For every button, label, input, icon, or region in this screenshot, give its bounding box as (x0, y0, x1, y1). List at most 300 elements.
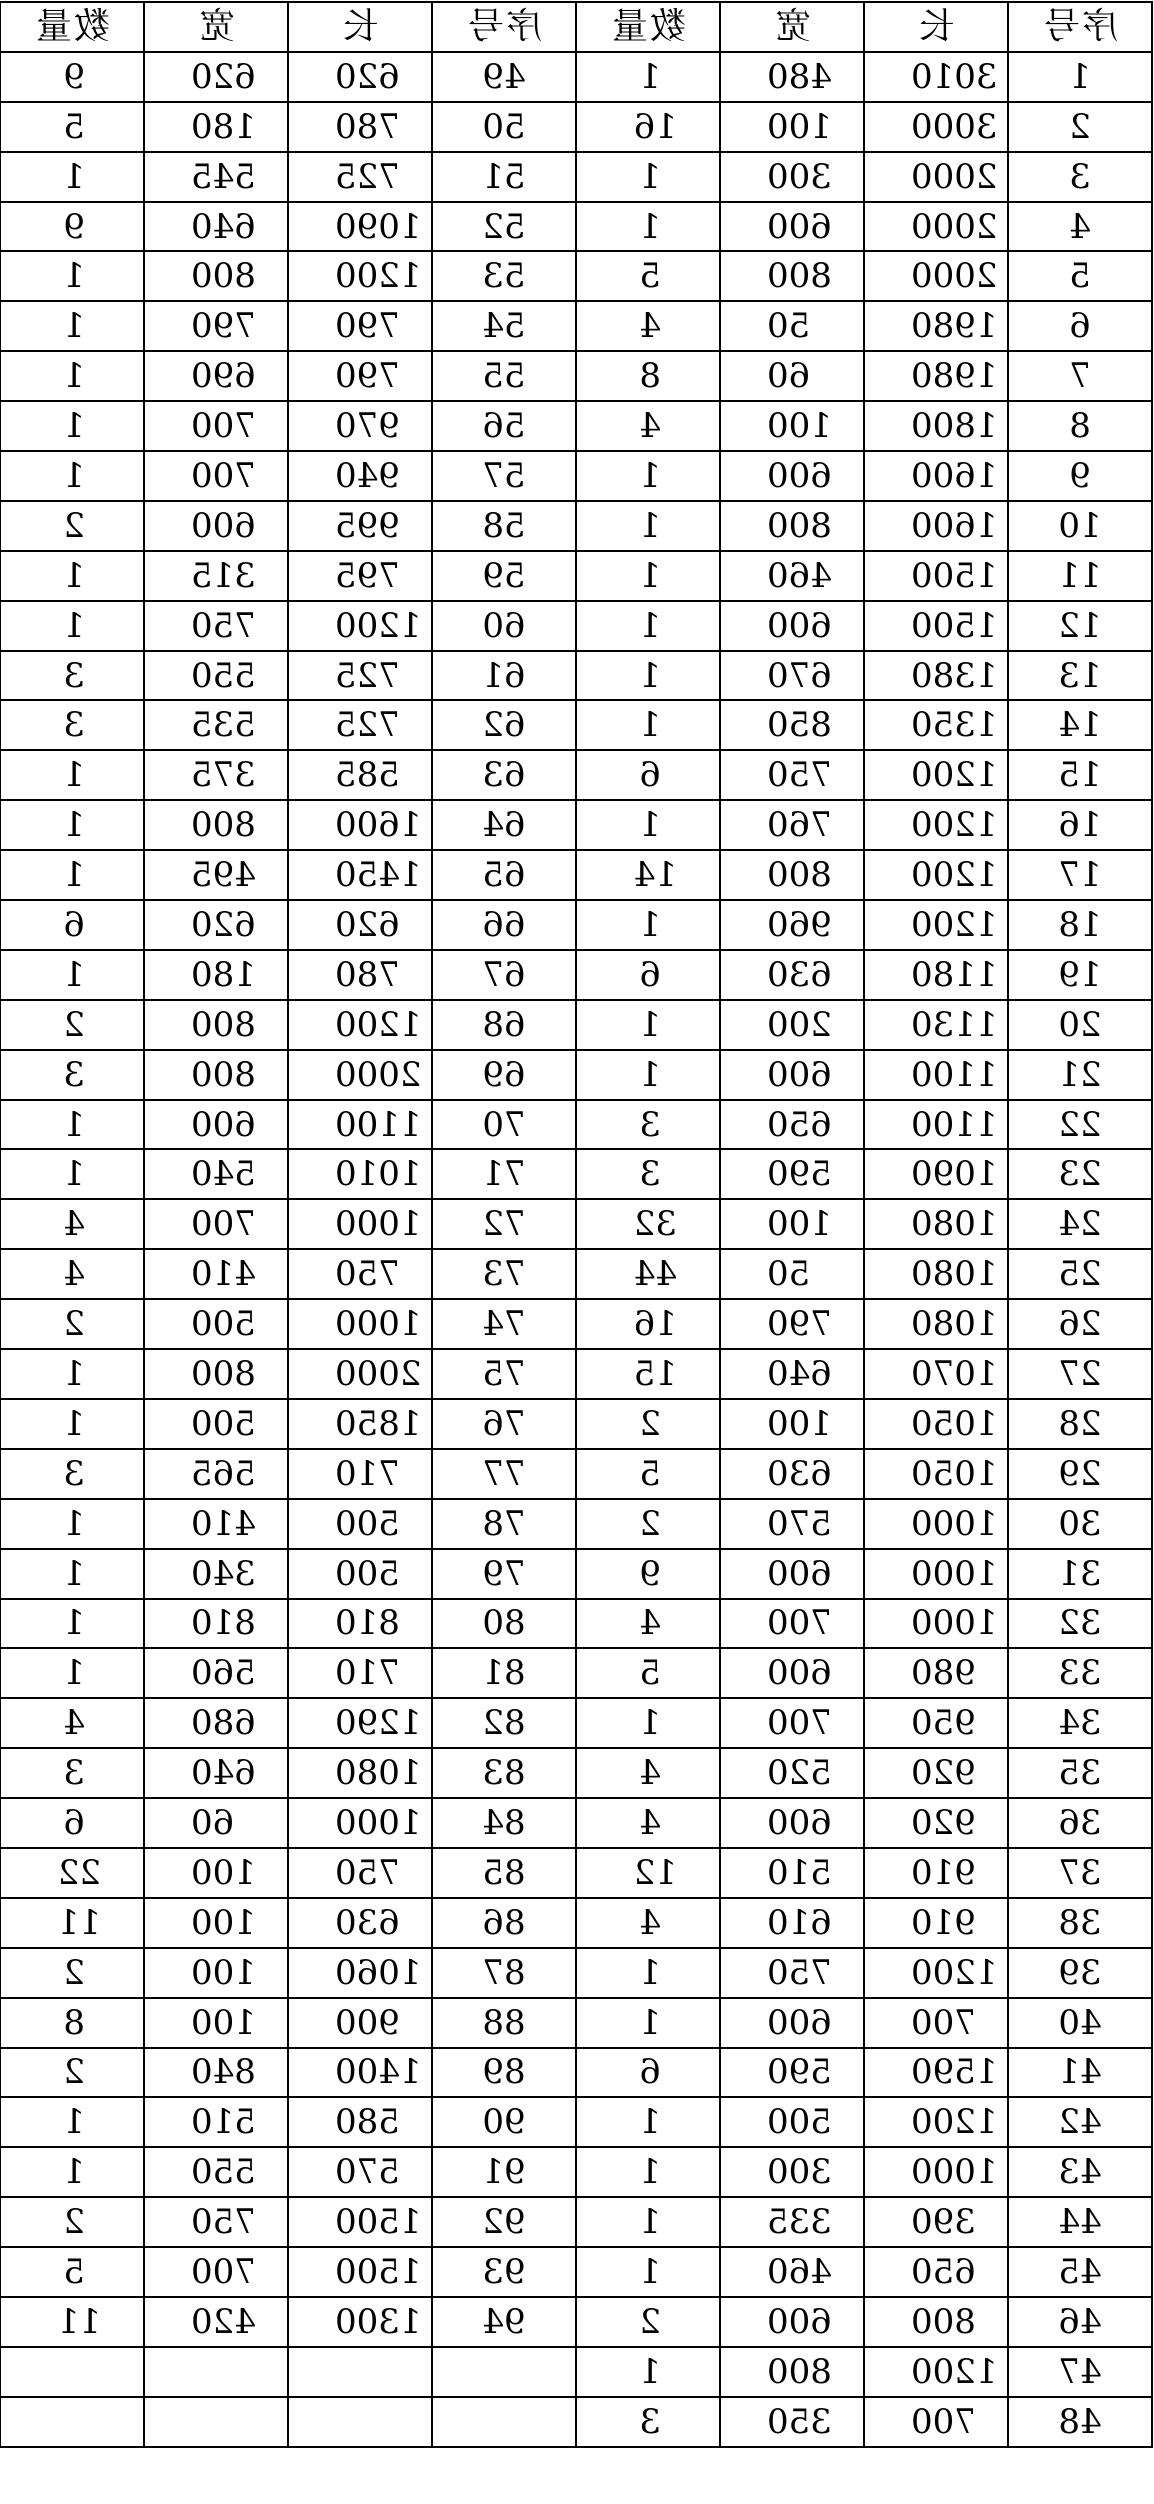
cell-index: 37 (1008, 1848, 1152, 1898)
cell-index: 35 (1008, 1748, 1152, 1798)
cell-index: 28 (1008, 1399, 1152, 1449)
cell-length: 800 (864, 2297, 1008, 2347)
cell-quantity: 2 (0, 1000, 144, 1050)
cell-quantity: 1 (0, 351, 144, 401)
cell-width: 800 (720, 501, 864, 551)
cell-length: 1200 (864, 750, 1008, 800)
cell-index: 68 (432, 1000, 576, 1050)
cell-length: 1000 (864, 1549, 1008, 1599)
cell-index (432, 2397, 576, 2447)
cell-quantity: 6 (0, 900, 144, 950)
cell-length: 1100 (288, 1100, 432, 1150)
cell-length: 1200 (864, 900, 1008, 950)
cell-quantity: 1 (0, 800, 144, 850)
cell-width: 315 (144, 551, 288, 601)
cell-length: 1010 (288, 1149, 432, 1199)
cell-width: 550 (144, 651, 288, 701)
cell-length: 920 (864, 1798, 1008, 1848)
table-row (0, 1499, 1152, 1549)
cell-width: 750 (720, 1948, 864, 1998)
cell-width: 500 (144, 1399, 288, 1449)
cell-width: 760 (720, 800, 864, 850)
cell-index: 58 (432, 501, 576, 551)
cell-index: 83 (432, 1748, 576, 1798)
cell-length: 1500 (864, 551, 1008, 601)
cell-length: 780 (288, 950, 432, 1000)
cell-quantity: 1 (576, 900, 720, 950)
cell-quantity: 2 (0, 2048, 144, 2098)
cell-width: 560 (144, 1648, 288, 1698)
cell-index: 45 (1008, 2247, 1152, 2297)
cell-width: 590 (720, 1149, 864, 1199)
cell-width: 650 (720, 1100, 864, 1150)
cell-length: 1090 (864, 1149, 1008, 1199)
cell-width: 335 (720, 2197, 864, 2247)
cell-width: 700 (144, 401, 288, 451)
cell-length: 750 (288, 1249, 432, 1299)
table-row (0, 301, 1152, 351)
cell-index: 16 (1008, 800, 1152, 850)
cell-index: 8 (1008, 401, 1152, 451)
cell-quantity: 1 (576, 2147, 720, 2197)
cell-length: 1200 (864, 2097, 1008, 2147)
cell-length: 1080 (288, 1748, 432, 1798)
cell-width: 590 (720, 2048, 864, 2098)
cell-length: 795 (288, 551, 432, 601)
cell-quantity: 32 (576, 1199, 720, 1249)
cell-quantity: 22 (0, 1848, 144, 1898)
table-row (0, 1199, 1152, 1249)
cell-width: 50 (720, 1249, 864, 1299)
cell-index: 17 (1008, 850, 1152, 900)
cell-quantity: 4 (576, 1798, 720, 1848)
table-row (0, 2097, 1152, 2147)
cell-quantity: 4 (576, 1898, 720, 1948)
cell-length: 1080 (864, 1199, 1008, 1249)
cell-width: 610 (720, 1898, 864, 1948)
cell-width: 100 (144, 1998, 288, 2048)
cell-quantity: 4 (0, 1249, 144, 1299)
cell-width: 750 (144, 2197, 288, 2247)
cell-width: 510 (720, 1848, 864, 1898)
table-row (0, 1648, 1152, 1698)
table-row (0, 551, 1152, 601)
cell-quantity: 16 (576, 1299, 720, 1349)
cell-width: 100 (720, 401, 864, 451)
cell-length: 1590 (864, 2048, 1008, 2098)
cell-index: 73 (432, 1249, 576, 1299)
table-row (0, 651, 1152, 701)
cell-index: 40 (1008, 1998, 1152, 2048)
table-row (0, 1100, 1152, 1150)
cell-length: 1400 (288, 2048, 432, 2098)
cell-length: 790 (288, 301, 432, 351)
cell-quantity: 11 (0, 1898, 144, 1948)
cell-length: 1600 (864, 501, 1008, 551)
cell-width: 700 (144, 2247, 288, 2297)
cell-quantity: 2 (576, 1399, 720, 1449)
cell-width: 410 (144, 1499, 288, 1549)
cell-quantity: 3 (0, 1748, 144, 1798)
cell-width: 790 (144, 301, 288, 351)
cell-index: 31 (1008, 1549, 1152, 1599)
cell-index: 34 (1008, 1698, 1152, 1748)
cell-index: 51 (432, 152, 576, 202)
cell-width: 540 (144, 1149, 288, 1199)
table-body (0, 52, 1152, 2447)
table-row (0, 152, 1152, 202)
cell-length: 750 (288, 1848, 432, 1898)
cell-index: 62 (432, 700, 576, 750)
cell-width: 500 (144, 1299, 288, 1349)
cell-quantity: 5 (0, 102, 144, 152)
cell-index: 80 (432, 1599, 576, 1649)
cell-width: 565 (144, 1449, 288, 1499)
cell-index: 46 (1008, 2297, 1152, 2347)
cell-quantity (0, 2397, 144, 2447)
cell-width: 640 (144, 202, 288, 252)
cell-width: 600 (720, 1798, 864, 1848)
cell-quantity: 4 (576, 301, 720, 351)
cell-length: 950 (864, 1698, 1008, 1748)
cell-index: 26 (1008, 1299, 1152, 1349)
cell-index: 93 (432, 2247, 576, 2297)
cell-quantity: 1 (576, 700, 720, 750)
cell-quantity: 3 (0, 700, 144, 750)
cell-length: 1290 (288, 1698, 432, 1748)
cell-index: 53 (432, 251, 576, 301)
cell-length: 500 (288, 1499, 432, 1549)
table-row (0, 451, 1152, 501)
table-row (0, 52, 1152, 102)
cell-quantity: 1 (576, 1698, 720, 1748)
cell-quantity: 44 (576, 1249, 720, 1299)
cell-quantity: 1 (0, 750, 144, 800)
cell-quantity: 6 (0, 1798, 144, 1848)
cell-length: 1800 (864, 401, 1008, 451)
cell-index: 69 (432, 1050, 576, 1100)
cell-quantity: 1 (0, 1100, 144, 1150)
cell-quantity: 2 (0, 501, 144, 551)
cell-index: 3 (1008, 152, 1152, 202)
cell-index: 14 (1008, 700, 1152, 750)
cell-quantity: 1 (0, 401, 144, 451)
cell-width: 350 (720, 2397, 864, 2447)
table-row (0, 401, 1152, 451)
cell-length: 1450 (288, 850, 432, 900)
cell-width: 100 (144, 1848, 288, 1898)
cell-length: 980 (864, 1648, 1008, 1698)
cell-length: 725 (288, 700, 432, 750)
cell-length: 1080 (864, 1249, 1008, 1299)
table-row (0, 601, 1152, 651)
cell-width: 410 (144, 1249, 288, 1299)
cell-width: 600 (720, 451, 864, 501)
cell-quantity: 1 (576, 202, 720, 252)
table-row (0, 251, 1152, 301)
cell-length: 1200 (288, 1000, 432, 1050)
cell-width: 640 (720, 1349, 864, 1399)
cell-quantity: 1 (0, 2097, 144, 2147)
cell-length: 710 (288, 1648, 432, 1698)
cell-quantity: 1 (576, 1998, 720, 2048)
cell-index: 5 (1008, 251, 1152, 301)
cell-width (144, 2347, 288, 2397)
cell-length: 1300 (288, 2297, 432, 2347)
cell-width: 620 (144, 900, 288, 950)
cell-width: 620 (144, 52, 288, 102)
cell-length: 1200 (864, 1948, 1008, 1998)
cell-length: 1200 (288, 601, 432, 651)
cell-length: 2000 (288, 1050, 432, 1100)
cell-quantity: 16 (576, 102, 720, 152)
cell-width: 600 (720, 1050, 864, 1100)
table-row (0, 1698, 1152, 1748)
cell-index: 81 (432, 1648, 576, 1698)
table-row (0, 1000, 1152, 1050)
cell-quantity: 1 (576, 451, 720, 501)
cell-width: 600 (720, 2297, 864, 2347)
cell-width: 50 (720, 301, 864, 351)
cell-length: 920 (864, 1748, 1008, 1798)
table-row (0, 1549, 1152, 1599)
cell-length: 1000 (864, 1499, 1008, 1549)
parts-table (0, 1, 1153, 2448)
header-length: 长 (864, 2, 1008, 52)
cell-length: 1000 (288, 1798, 432, 1848)
table-row (0, 950, 1152, 1000)
cell-width: 100 (144, 1898, 288, 1948)
cell-index: 7 (1008, 351, 1152, 401)
cell-index: 12 (1008, 601, 1152, 651)
table-row (0, 1599, 1152, 1649)
cell-index: 66 (432, 900, 576, 950)
cell-quantity: 1 (0, 2147, 144, 2197)
cell-width: 700 (720, 1698, 864, 1748)
cell-length: 1980 (864, 351, 1008, 401)
header-width: 宽 (144, 2, 288, 52)
cell-length: 910 (864, 1848, 1008, 1898)
cell-index: 52 (432, 202, 576, 252)
table-row (0, 102, 1152, 152)
cell-index: 75 (432, 1349, 576, 1399)
cell-quantity: 1 (0, 1499, 144, 1549)
cell-width: 840 (144, 2048, 288, 2098)
cell-width (144, 2397, 288, 2447)
cell-index: 38 (1008, 1898, 1152, 1948)
cell-width: 800 (144, 1050, 288, 1100)
cell-quantity: 1 (576, 601, 720, 651)
table-row (0, 700, 1152, 750)
cell-width: 700 (144, 451, 288, 501)
cell-index: 71 (432, 1149, 576, 1199)
cell-quantity: 1 (0, 601, 144, 651)
cell-width: 600 (720, 601, 864, 651)
table-row (0, 750, 1152, 800)
cell-quantity: 6 (576, 750, 720, 800)
cell-length: 1600 (864, 451, 1008, 501)
cell-quantity: 1 (576, 551, 720, 601)
cell-quantity: 1 (0, 1149, 144, 1199)
table-row (0, 850, 1152, 900)
cell-width: 545 (144, 152, 288, 202)
table-row (0, 1449, 1152, 1499)
cell-quantity: 3 (576, 1100, 720, 1150)
cell-index: 85 (432, 1848, 576, 1898)
cell-index: 60 (432, 601, 576, 651)
cell-length: 1000 (288, 1299, 432, 1349)
table-row (0, 1299, 1152, 1349)
cell-index: 9 (1008, 451, 1152, 501)
cell-width: 800 (720, 850, 864, 900)
cell-width: 60 (720, 351, 864, 401)
cell-width: 850 (720, 700, 864, 750)
cell-length: 1500 (864, 601, 1008, 651)
cell-index: 74 (432, 1299, 576, 1349)
cell-quantity: 15 (576, 1349, 720, 1399)
cell-width: 700 (144, 1199, 288, 1249)
cell-width: 520 (720, 1748, 864, 1798)
cell-length: 1500 (288, 2197, 432, 2247)
cell-length: 970 (288, 401, 432, 451)
cell-index: 61 (432, 651, 576, 701)
cell-index: 79 (432, 1549, 576, 1599)
cell-width: 790 (720, 1299, 864, 1349)
cell-index: 63 (432, 750, 576, 800)
cell-quantity: 3 (576, 1149, 720, 1199)
cell-quantity: 4 (0, 1199, 144, 1249)
cell-quantity: 3 (0, 651, 144, 701)
cell-index: 55 (432, 351, 576, 401)
table-row (0, 1349, 1152, 1399)
table-row (0, 1050, 1152, 1100)
cell-quantity: 9 (0, 202, 144, 252)
cell-quantity: 5 (0, 2247, 144, 2297)
cell-index: 89 (432, 2048, 576, 2098)
cell-index: 48 (1008, 2397, 1152, 2447)
cell-width: 510 (144, 2097, 288, 2147)
cell-width: 630 (720, 1449, 864, 1499)
cell-quantity: 3 (0, 1050, 144, 1100)
cell-width: 60 (144, 1798, 288, 1848)
table-row (0, 2147, 1152, 2197)
cell-index: 65 (432, 850, 576, 900)
cell-quantity: 1 (0, 251, 144, 301)
cell-quantity: 1 (0, 451, 144, 501)
table-row (0, 202, 1152, 252)
cell-length: 3000 (864, 102, 1008, 152)
cell-quantity: 1 (576, 651, 720, 701)
cell-quantity: 2 (0, 1299, 144, 1349)
table-row (0, 1149, 1152, 1199)
cell-index: 78 (432, 1499, 576, 1549)
cell-index: 18 (1008, 900, 1152, 950)
cell-width: 420 (144, 2297, 288, 2347)
cell-index: 29 (1008, 1449, 1152, 1499)
table-row (0, 2297, 1152, 2347)
cell-width: 460 (720, 551, 864, 601)
cell-width: 800 (144, 800, 288, 850)
cell-length: 790 (288, 351, 432, 401)
cell-length: 700 (864, 2397, 1008, 2447)
cell-quantity: 4 (576, 401, 720, 451)
cell-length (288, 2397, 432, 2447)
cell-quantity: 1 (0, 301, 144, 351)
cell-index: 77 (432, 1449, 576, 1499)
cell-quantity: 2 (0, 2197, 144, 2247)
cell-quantity: 2 (576, 2297, 720, 2347)
cell-width: 800 (720, 251, 864, 301)
cell-length: 390 (864, 2197, 1008, 2247)
cell-width: 750 (720, 750, 864, 800)
cell-width: 600 (720, 1648, 864, 1698)
cell-length: 1100 (864, 1050, 1008, 1100)
cell-index: 32 (1008, 1599, 1152, 1649)
cell-quantity: 4 (576, 1599, 720, 1649)
cell-quantity: 2 (0, 1948, 144, 1998)
cell-length: 1060 (288, 1948, 432, 1998)
cell-index: 19 (1008, 950, 1152, 1000)
cell-width: 800 (144, 251, 288, 301)
cell-index: 2 (1008, 102, 1152, 152)
cell-length: 1000 (288, 1199, 432, 1249)
cell-length: 1130 (864, 1000, 1008, 1050)
table-row (0, 501, 1152, 551)
cell-quantity (0, 2347, 144, 2397)
cell-quantity: 4 (576, 1748, 720, 1798)
table-row (0, 800, 1152, 850)
cell-length: 620 (288, 52, 432, 102)
cell-quantity: 1 (576, 2347, 720, 2397)
cell-quantity: 9 (0, 52, 144, 102)
cell-width: 630 (720, 950, 864, 1000)
cell-length: 630 (288, 1898, 432, 1948)
cell-index: 54 (432, 301, 576, 351)
cell-width: 100 (720, 1399, 864, 1449)
cell-index: 87 (432, 1948, 576, 1998)
cell-width: 500 (720, 2097, 864, 2147)
cell-width: 180 (144, 950, 288, 1000)
cell-index: 25 (1008, 1249, 1152, 1299)
cell-quantity: 1 (576, 501, 720, 551)
cell-quantity: 1 (576, 2097, 720, 2147)
cell-quantity: 1 (576, 2247, 720, 2297)
cell-length: 3010 (864, 52, 1008, 102)
cell-width: 180 (144, 102, 288, 152)
table-row (0, 1399, 1152, 1449)
cell-quantity: 1 (0, 850, 144, 900)
cell-width: 800 (720, 2347, 864, 2397)
cell-index: 49 (432, 52, 576, 102)
cell-index: 84 (432, 1798, 576, 1848)
cell-width: 340 (144, 1549, 288, 1599)
table-row (0, 1898, 1152, 1948)
cell-length: 1380 (864, 651, 1008, 701)
cell-length: 1350 (864, 700, 1008, 750)
cell-index: 82 (432, 1698, 576, 1748)
cell-length: 995 (288, 501, 432, 551)
cell-index: 24 (1008, 1199, 1152, 1249)
cell-quantity: 1 (0, 1648, 144, 1698)
cell-length: 1850 (288, 1399, 432, 1449)
cell-index: 67 (432, 950, 576, 1000)
cell-length (288, 2347, 432, 2397)
cell-index: 50 (432, 102, 576, 152)
cell-width: 550 (144, 2147, 288, 2197)
cell-quantity: 3 (0, 1449, 144, 1499)
table-row (0, 1249, 1152, 1299)
cell-width: 690 (144, 351, 288, 401)
